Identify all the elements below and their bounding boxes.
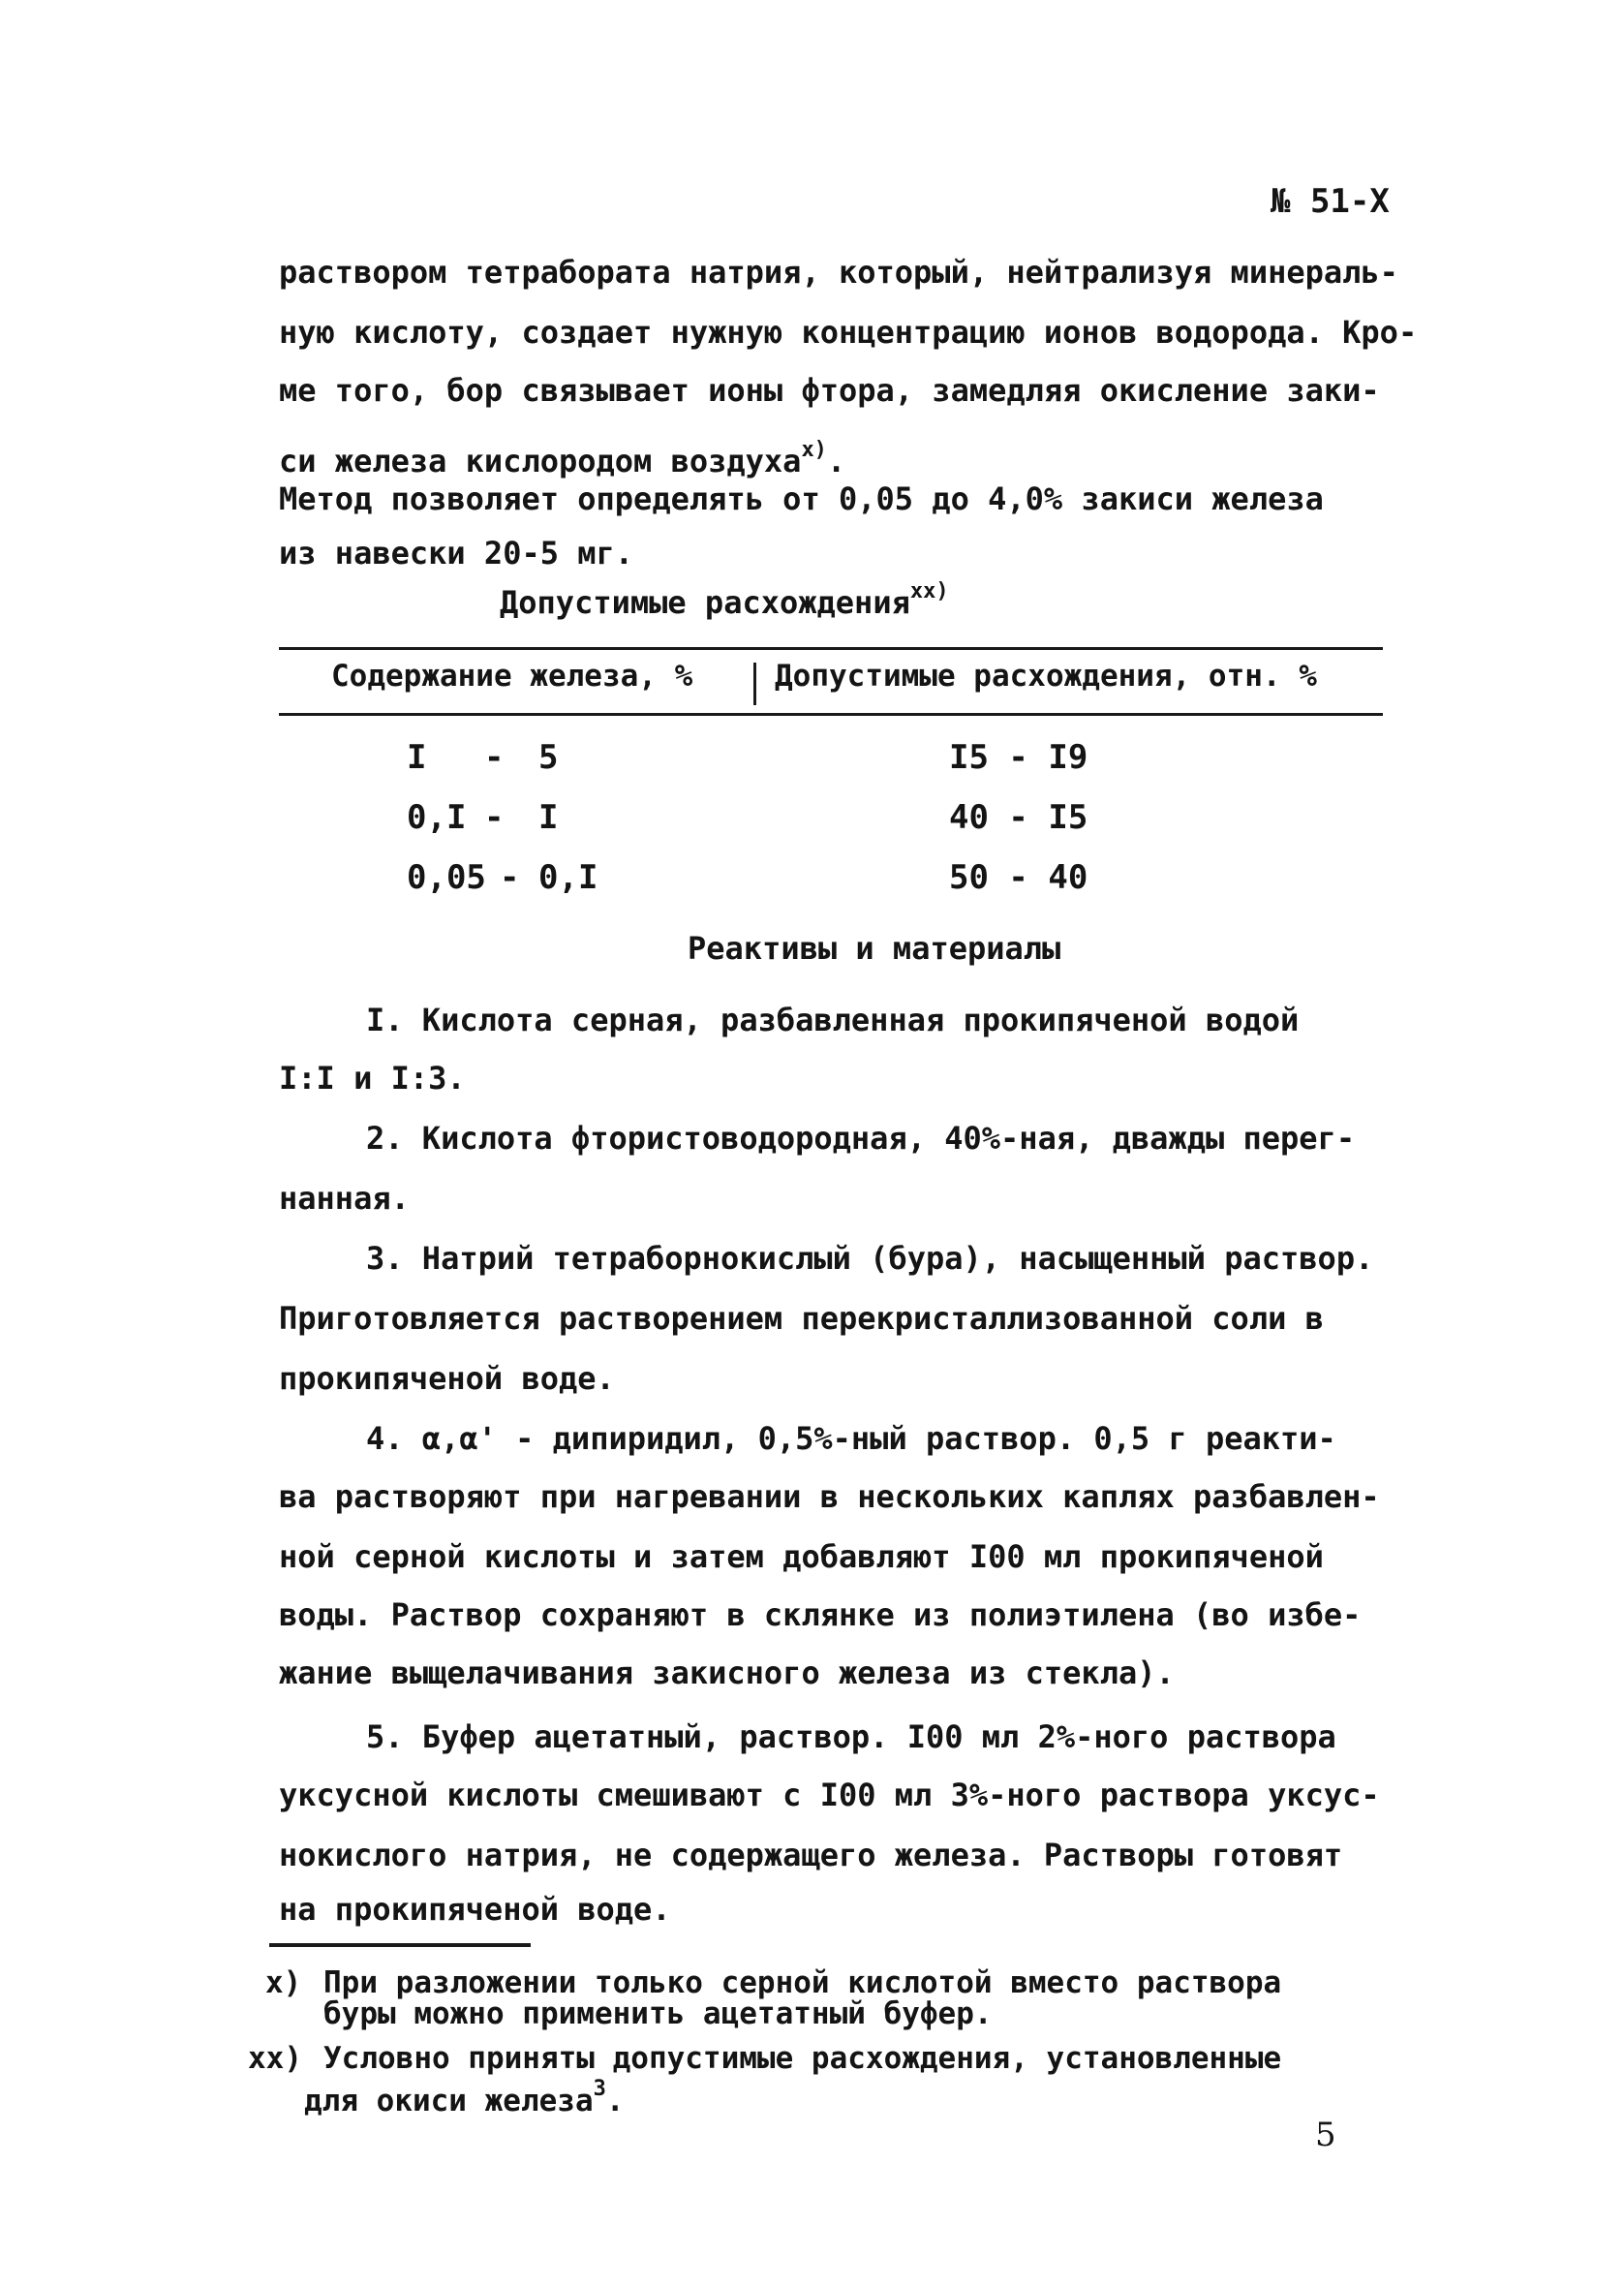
table-title (500, 579, 949, 621)
reagent-line-16: на прокипяченой воде. (279, 1891, 671, 1928)
intro-line-6: из навески 20-5 мг. (279, 535, 634, 572)
reagent-line-7: прокипяченой воде. (279, 1360, 615, 1397)
intro-line-4-text: си железа кислородом воздуха (279, 443, 802, 479)
table-cell-dash: - (484, 798, 505, 837)
footnote-ref-x: х) (801, 438, 827, 462)
document-number: № 51-Х (1271, 182, 1390, 221)
table-cell-range: I5 - I9 (949, 738, 1088, 777)
table-header-col2: Допустимые расхождения, отн. % (775, 659, 1317, 694)
intro-line-2: ную кислоту, создает нужную концентрацию ионов водорода. Кро- (279, 314, 1418, 351)
footnote-2-mark: хх) (248, 2041, 302, 2076)
footnote-2-line-2-text: для окиси железа (304, 2084, 594, 2118)
reagent-line-10: ной серной кислоты и затем добавляют I00 мл прокипяченой (279, 1538, 1324, 1575)
table-header-rule (279, 713, 1383, 716)
reagent-line-13: 5. Буфер ацетатный, раствор. I00 мл 2%-ного раствора (366, 1718, 1336, 1755)
table-top-rule (279, 647, 1383, 650)
footnote-2-citation: 3 (593, 2077, 606, 2101)
reagent-line-8: 4. α,α' - дипиридил, 0,5%-ный раствор. 0,5 г реакти- (366, 1420, 1336, 1457)
reagent-line-14: уксусной кислоты смешивают с I00 мл 3%-ного раствора уксус- (279, 1777, 1380, 1813)
table-cell-b: 0,I (538, 858, 598, 897)
table-header-col1: Содержание железа, % (331, 659, 693, 694)
intro-line-4-end: . (826, 443, 846, 479)
table-header-divider (753, 663, 756, 705)
page-number: 5 (1315, 2116, 1336, 2154)
reagent-line-11: воды. Раствор сохраняют в склянке из полиэтилена (во избе- (279, 1596, 1362, 1633)
footnote-2-end: . (605, 2084, 625, 2118)
reagent-line-15: нокислого натрия, не содержащего железа. Растворы готовят (279, 1837, 1343, 1873)
table-cell-a: 0,I (407, 798, 467, 837)
section-title: Реактивы и материалы (688, 930, 1061, 967)
intro-line-3: ме того, бор связывает ионы фтора, замедляя окисление заки- (279, 372, 1380, 409)
table-cell-b: 5 (538, 738, 559, 777)
table-cell-a: I (407, 738, 427, 777)
reagent-line-12: жание выщелачивания закисного железа из стекла). (279, 1654, 1175, 1691)
table-cell-a: 0,05 (407, 858, 486, 897)
intro-line-1: раствором тетрабората натрия, который, нейтрализуя минераль- (279, 254, 1398, 291)
footnote-2-line-2 (304, 2073, 625, 2118)
table-title-text: Допустимые расхождения (500, 584, 910, 621)
reagent-line-4: нанная. (279, 1180, 410, 1217)
footnote-1-mark: х) (265, 1965, 302, 2000)
footnote-2-line-1: Условно приняты допустимые расхождения, установленные (323, 2041, 1282, 2076)
table-cell-range: 50 - 40 (949, 858, 1088, 897)
footnote-1-line-1: При разложении только серной кислотой вместо раствора (323, 1965, 1282, 2000)
reagent-line-1: I. Кислота серная, разбавленная прокипяченой водой (366, 1002, 1300, 1038)
table-cell-dash: - (500, 858, 520, 897)
footnote-ref-xx: хх) (909, 579, 949, 603)
footnote-1-line-2: буры можно применить ацетатный буфер. (323, 1996, 993, 2031)
footnote-separator (269, 1943, 531, 1947)
intro-line-5: Метод позволяет определять от 0,05 до 4,0% закиси железа (279, 480, 1324, 517)
reagent-line-3: 2. Кислота фтористоводородная, 40%-ная, дважды перег- (366, 1120, 1356, 1157)
reagent-line-5: 3. Натрий тетраборнокислый (бура), насыщенный раствор. (366, 1240, 1374, 1277)
reagent-line-2: I:I и I:3. (279, 1060, 466, 1097)
table-cell-b: I (538, 798, 559, 837)
reagent-line-6: Приготовляется растворением перекристаллизованной соли в (279, 1300, 1324, 1337)
reagent-line-9: ва растворяют при нагревании в нескольких каплях разбавлен- (279, 1478, 1380, 1515)
table-cell-range: 40 - I5 (949, 798, 1088, 837)
table-cell-dash: - (484, 738, 505, 777)
